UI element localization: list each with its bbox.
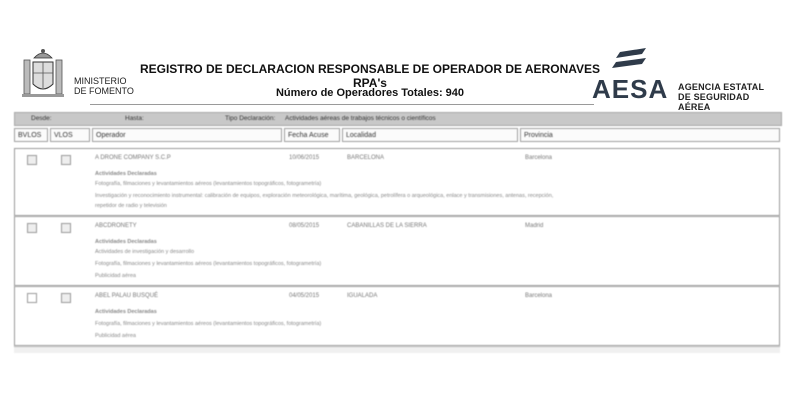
provincia: Madrid	[525, 223, 544, 229]
header-divider	[90, 104, 594, 105]
fecha-acuse: 08/05/2015	[289, 223, 320, 229]
bvlos-checkbox	[27, 293, 37, 303]
actividad-item: Actividades de investigación y desarrollo	[95, 249, 195, 255]
actividad-item: Fotografía, filmaciones y levantamientos aéreos (levantamientos topográficos, fotogrametría)	[95, 181, 322, 187]
vlos-checkbox	[61, 155, 71, 165]
actividad-item: Investigación y reconocimiento instrumental: calibración de equipos, exploración meteorológica, marítima, geológica, petrolífera o arqueológica, enlace y transmisiones, antenas, recepción,	[95, 193, 554, 199]
table-header	[14, 128, 780, 142]
operator-name: A DRONE COMPANY S.C.P	[95, 155, 171, 161]
table-row	[14, 148, 780, 216]
col-fecha-acuse: Fecha Acuse	[284, 128, 340, 142]
next-row-edge	[14, 346, 780, 353]
col-vlos: VLOS	[50, 128, 90, 142]
bvlos-checkbox	[27, 223, 37, 233]
provincia: Barcelona	[525, 293, 553, 299]
ministry-line-1: MINISTERIO	[74, 76, 127, 86]
agency-line-1: AGENCIA ESTATAL	[678, 82, 765, 92]
operator-name: ABCDRONETY	[95, 223, 137, 229]
localidad: BARCELONA	[347, 155, 385, 161]
actividad-item: Fotografía, filmaciones y levantamientos aéreos (levantamientos topográficos, fotogrametría)	[95, 321, 322, 327]
agency-line-2: DE SEGURIDAD AÉREA	[678, 92, 750, 112]
actividad-item: repetidor de radio y televisión	[95, 203, 167, 209]
operator-name: ABEL PALAU BUSQUÉ	[95, 293, 159, 299]
col-provincia: Provincia	[520, 128, 780, 142]
aesa-logo-text: AESA	[592, 74, 669, 102]
col-operador: Operador	[92, 128, 282, 142]
document-header	[18, 44, 782, 112]
desde-label: Desde:	[31, 115, 52, 122]
actividades-title: Actividades Declaradas	[95, 239, 157, 245]
operator-total: Número de Operadores Totales: 940	[275, 87, 465, 99]
aesa-logo	[590, 46, 680, 102]
table-row	[14, 216, 780, 286]
coat-of-arms-icon	[20, 48, 66, 102]
tipo-declaracion-value: Actividades aéreas de trabajos técnicos o científicos	[285, 115, 436, 122]
vlos-checkbox	[61, 293, 71, 303]
tipo-declaracion-label: Tipo Declaración:	[225, 115, 276, 122]
agency-name	[678, 82, 782, 112]
hasta-label: Hasta:	[125, 115, 144, 122]
col-localidad: Localidad	[342, 128, 518, 142]
filter-bar	[14, 112, 782, 126]
document-title: REGISTRO DE DECLARACION RESPONSABLE DE OPERADOR DE AERONAVES RPA's	[139, 62, 601, 90]
provincia: Barcelona	[525, 155, 553, 161]
localidad: IGUALADA	[347, 293, 378, 299]
ministry-name	[74, 76, 134, 96]
ministry-line-2: DE FOMENTO	[74, 86, 134, 96]
fecha-acuse: 10/06/2015	[289, 155, 320, 161]
actividades-title: Actividades Declaradas	[95, 309, 157, 315]
actividad-item: Fotografía, filmaciones y levantamientos aéreos (levantamientos topográficos, fotogrametría)	[95, 261, 322, 267]
localidad: CABANILLAS DE LA SIERRA	[347, 223, 427, 229]
table-row	[14, 286, 780, 346]
vlos-checkbox	[61, 223, 71, 233]
actividad-item: Publicidad aérea	[95, 273, 136, 279]
fecha-acuse: 04/05/2015	[289, 293, 320, 299]
actividades-title: Actividades Declaradas	[95, 171, 157, 177]
col-bvlos: BVLOS	[14, 128, 48, 142]
bvlos-checkbox	[27, 155, 37, 165]
actividad-item: Publicidad aérea	[95, 333, 136, 339]
